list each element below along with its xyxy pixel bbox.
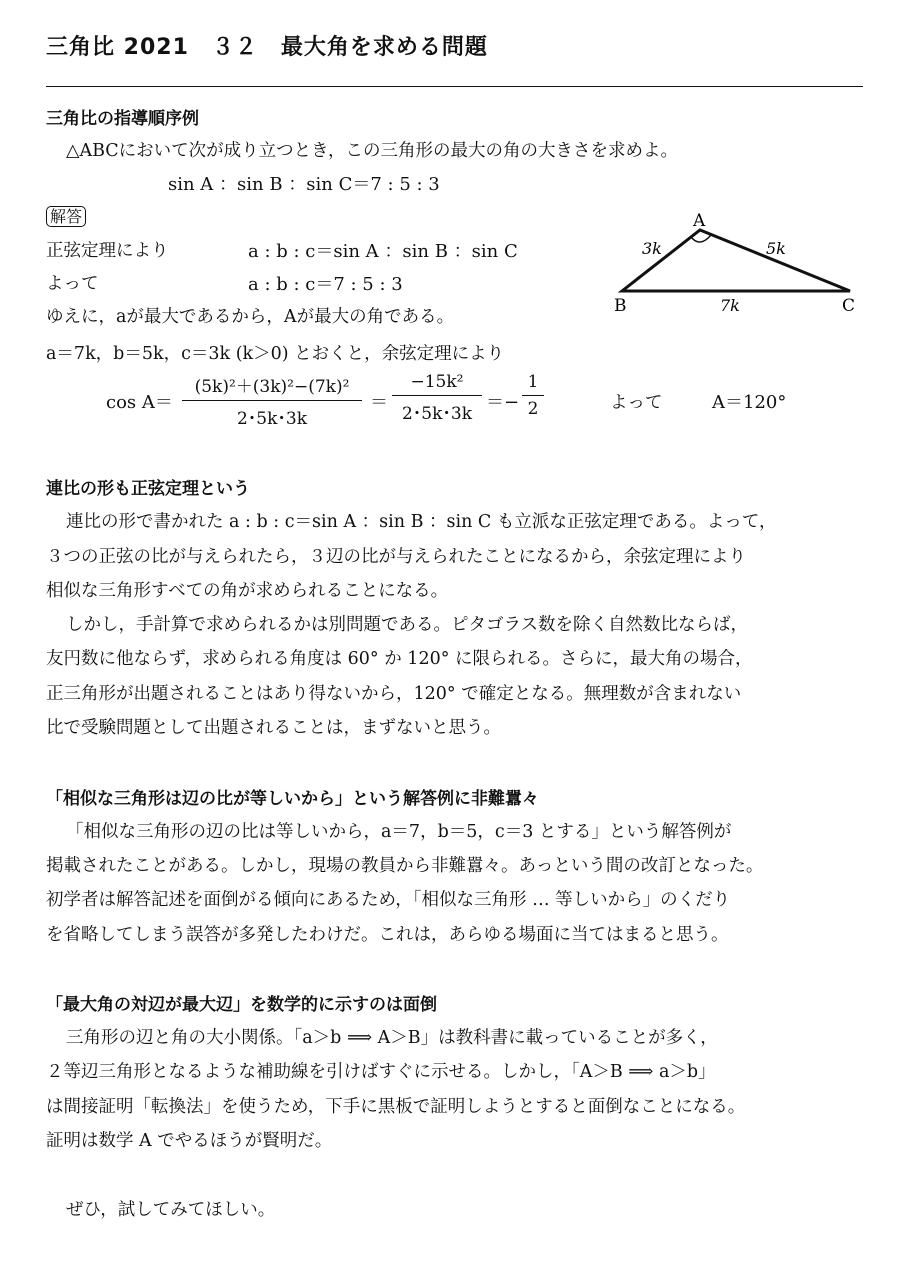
equals-minus: ＝−: [486, 392, 520, 413]
fraction-1-denominator: 2･5k･3k: [236, 409, 308, 429]
section-heading-teaching-order: 三角比の指導順序例: [46, 109, 199, 129]
vertex-a-label: A: [693, 211, 706, 231]
fraction-1-numerator: (5k)²＋(3k)²−(7k)²: [182, 372, 362, 401]
closing-remark: ぜひ，試してみてほしい。: [66, 1200, 276, 1220]
fraction-1: [182, 372, 362, 429]
paragraph-line: 連比の形で書かれた a : b : c＝sin A ：sin B ：sin C も立派な正弦定理である。よって，: [66, 512, 777, 532]
paragraph-line: 比で受験問題として出題されることは，まずないと思う。: [46, 718, 501, 738]
side-bc-label: 7k: [720, 296, 740, 315]
given-ratio: sin A ：sin B ：sin C＝7 : 5 : 3: [168, 174, 440, 195]
fraction-3-denominator: 2: [527, 399, 539, 419]
side-ac-label: 5k: [766, 239, 786, 258]
conclusion-word: よって: [610, 393, 663, 413]
problem-statement: △ABCにおいて次が成り立つとき，この三角形の最大の角の大きさを求めよ。: [66, 141, 678, 161]
section-heading-similar-triangles: 「相似な三角形は辺の比が等しいから」という解答例に非難囂々: [46, 789, 539, 809]
triangle-diagram: [600, 200, 880, 320]
vertex-c-label: C: [842, 296, 856, 316]
cos-lhs: cos A＝: [106, 392, 173, 413]
paragraph-line: 掲載されたことがある。しかし，現場の教員から非難囂々。あっという間の改訂となった。: [46, 856, 764, 876]
fraction-2-denominator: 2･5k･3k: [401, 404, 473, 424]
answer-line4: a＝7k，b＝5k，c＝3k (k＞0) とおくと，余弦定理により: [46, 344, 505, 364]
fraction-3: [522, 372, 544, 419]
equals-1: ＝: [370, 392, 388, 413]
conclusion-angle: A＝120°: [712, 392, 787, 413]
paragraph-line: ３つの正弦の比が与えられたら，３辺の比が与えられたことになるから，余弦定理により: [46, 547, 746, 567]
answer-line3: ゆえに，aが最大であるから，Aが最大の角である。: [46, 307, 455, 327]
answer-label: 解答: [46, 206, 86, 227]
title-divider: [46, 86, 863, 87]
fraction-2: [392, 372, 482, 424]
answer-line1-left: 正弦定理により: [46, 241, 169, 261]
vertex-b-label: B: [614, 296, 627, 316]
answer-line2-right: a : b : c＝7 : 5 : 3: [248, 274, 403, 295]
paragraph-line: 証明は数学 A でやるほうが賢明だ。: [46, 1131, 333, 1151]
fraction-2-numerator: −15k²: [392, 372, 482, 396]
paragraph-line: 「相似な三角形の辺の比は等しいから，a＝7，b＝5，c＝3 とする」という解答例が: [66, 822, 732, 842]
paragraph-line: 友円数に他ならず，求められる角度は 60° か 120° に限られる。さらに，最大角の場合，: [46, 649, 753, 669]
paragraph-line: 初学者は解答記述を面倒がる傾向にあるため，「相似な三角形 … 等しいから」のくだり: [46, 890, 731, 910]
paragraph-line: ２等辺三角形となるような補助線を引けばすぐに示せる。しかし，「A＞B ⟹ a＞b」: [46, 1062, 716, 1082]
paragraph-line: 相似な三角形すべての角が求められることになる。: [46, 581, 449, 601]
paragraph-line: 三角形の辺と角の大小関係。「a＞b ⟹ A＞B」は教科書に載っていることが多く，: [66, 1028, 718, 1048]
section-heading-ratio-sine-law: 連比の形も正弦定理という: [46, 479, 250, 499]
paragraph-line: 正三角形が出題されることはあり得ないから，120° で確定となる。無理数が含まれない: [46, 684, 742, 704]
section-heading-largest-angle: 「最大角の対辺が最大辺」を数学的に示すのは面倒: [46, 995, 437, 1015]
answer-line2-left: よって: [46, 274, 99, 294]
page-title: 三角比 2021 ３２ 最大角を求める問題: [46, 35, 488, 60]
paragraph-line: を省略してしまう誤答が多発したわけだ。これは，あらゆる場面に当てはまると思う。: [46, 925, 729, 945]
answer-line1-right: a : b : c＝sin A ：sin B ：sin C: [248, 241, 518, 262]
side-ab-label: 3k: [642, 239, 662, 258]
paragraph-line: しかし，手計算で求められるかは別問題である。ピタゴラス数を除く自然数比ならば，: [66, 615, 748, 635]
paragraph-line: は間接証明「転換法」を使うため，下手に黒板で証明しようとすると面倒なことになる。: [46, 1097, 746, 1117]
fraction-3-numerator: 1: [522, 372, 544, 396]
